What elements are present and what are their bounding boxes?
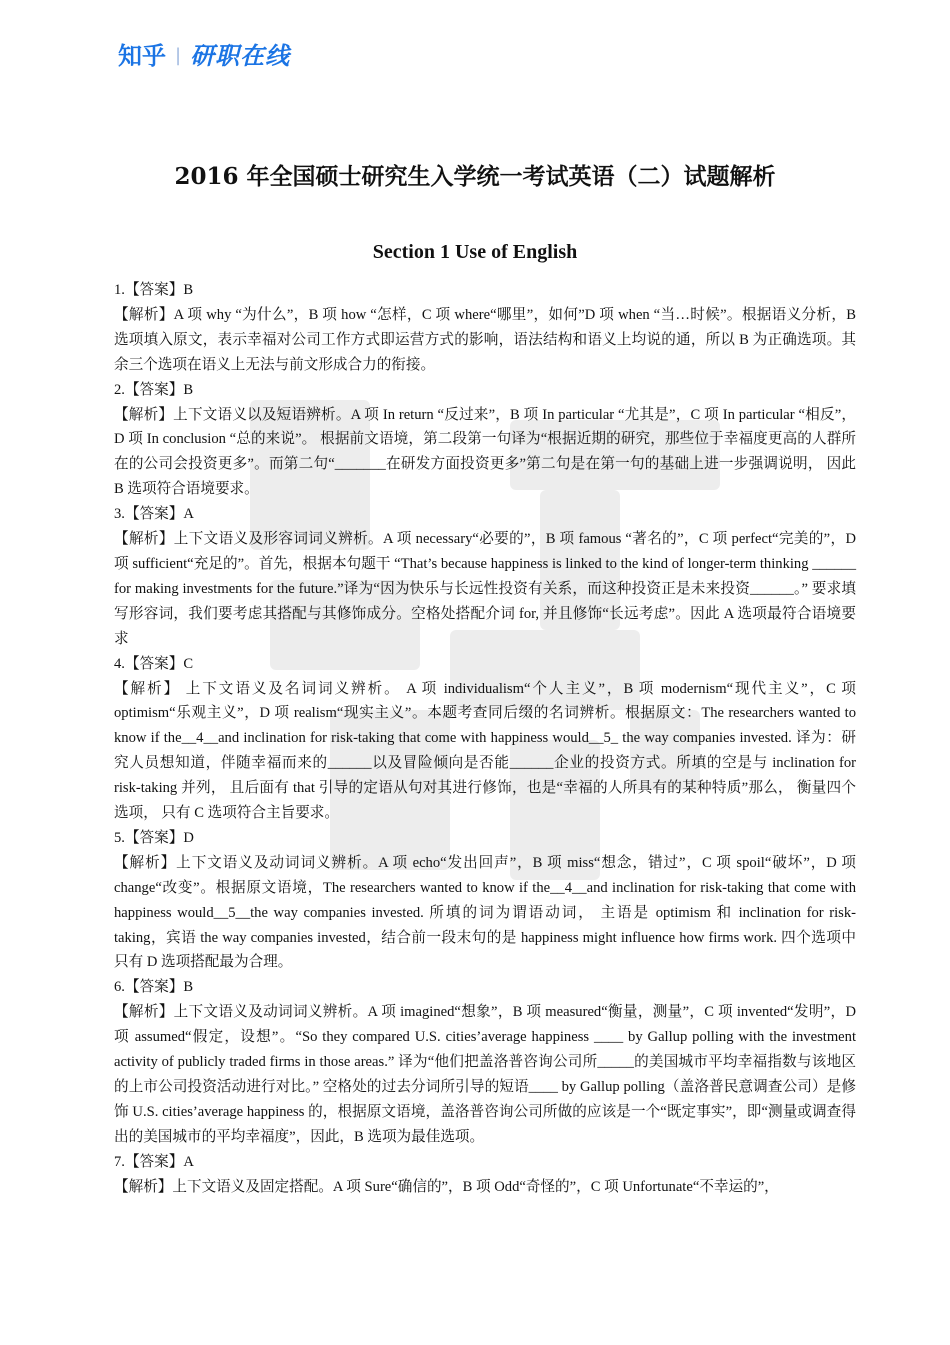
answer-line: 3.【答案】A — [114, 506, 194, 523]
answer-line: 4.【答案】C — [114, 655, 194, 672]
analysis-paragraph: 【解析】A 项 why “为什么”，B 项 how “怎样，C 项 where“哪里”，如何”D 项 when “当…时候”。根据语义分析，B 选项填入原文，表示幸福对公司工作方式即运营方式的影响，语法结构和语义上均说的通，所以 B 为正确选项。其余三个选项在语义上无法与前文形成合力的衔接。 — [114, 306, 856, 373]
analysis-paragraph: 【解析】上下文语义及动词词义辨析。A 项 echo“发出回声”，B 项 miss“想念，错过”，C 项 spoil“破坏”，D 项 change“改变”。根据原文语境，The researchers wanted to know if the__4__and inclination for risk-taking that come with happiness would__5__the way companies invested. 所填的词为谓语动词， 主语是 optimism 和 inclination for risk-taking，宾语 the way companies invested，结合前一段末句的是 happiness might influence how firms work. 四个选项中只有 D 选项搭配最为合理。 — [114, 854, 856, 971]
brand-separator: | — [175, 45, 182, 66]
answer-item — [114, 826, 856, 975]
answer-line: 6.【答案】B — [114, 979, 194, 996]
section-heading: Section 1 Use of English — [372, 241, 578, 263]
analysis-paragraph: 【解析】上下文语义及形容词词义辨析。A 项 necessary“必要的”，B 项 famous “著名的”，C 项 perfect“完美的”，D 项 sufficient“充足的”。首先，根据本句题干 “That’s because happiness is linked to the kind of longer-term thinking ______ for making investments for the future.”译为“因为快乐与长远性投资有关系，而这种投资正是未来投资______。” 要求填写形容词，我们要考虑其搭配与其修饰成分。空格处搭配介词 for, 并且修饰“长远考虑”。因此 A 选项最符合语境要求 — [114, 531, 856, 647]
answer-line: 1.【答案】B — [114, 282, 194, 298]
analysis-paragraph: 【解析】上下文语义及动词词义辨析。A 项 imagined“想象”，B 项 measured“衡量，测量”，C 项 invented“发明”，D 项 assumed“假定，设想”。“So they compared U.S. cities’average happiness ____ by Gallup polling with the investment activity of publicly traded firms in those areas.” 译为“他们把盖洛普咨询公司所_____的美国城市平均幸福指数与该地区的上市公司投资活动进行对比。” 空格处的过去分词所引导的短语____ by Gallup polling（盖洛普民意调查公司）是修饰 U.S. cities’average happiness 的，根据原文语境，盖洛普咨询公司所做的应该是一个“既定事实”，即“测量或调查得出的美国城市的平均幸福度”，因此，B 选项为最佳选项。 — [114, 1004, 856, 1145]
answer-line: 5.【答案】D — [114, 829, 194, 846]
answer-item — [114, 278, 856, 378]
yanzhi-brand: 研职在线 — [190, 42, 291, 70]
analysis-paragraph: 【解析】上下文语义以及短语辨析。A 项 In return “反过来”，B 项 In particular “尤其是”，C 项 In particular “相反”，D 项 In conclusion “总的来说”。 根据前文语境，第二段第一句译为“根据近期的研究，那些位于幸福度更高的人群所在的公司会投资更多”。而第二句“_______在研发方面投资更多”第二句是在第一句的基础上进一步强调说明， 因此 B 选项符合语境要求。 — [114, 406, 856, 498]
site-logo[interactable] — [118, 44, 290, 68]
answer-item — [114, 502, 856, 651]
answer-item — [114, 975, 856, 1149]
answer-line: 2.【答案】B — [114, 381, 194, 398]
answer-list — [114, 278, 856, 1200]
document-title: 2016 年全国硕士研究生入学统一考试英语（二）试题解析 — [174, 163, 776, 190]
answer-item — [114, 652, 856, 826]
answer-item — [114, 378, 856, 503]
zhihu-brand: 知乎 — [118, 42, 166, 70]
answer-line: 7.【答案】A — [114, 1153, 194, 1170]
analysis-paragraph: 【解析】上下文语义及固定搭配。A 项 Sure“确信的”，B 项 Odd“奇怪的”，C 项 Unfortunate“不幸运的”， — [114, 1178, 779, 1195]
answer-item — [114, 1150, 856, 1200]
analysis-paragraph: 【解析】 上下文语义及名词词义辨析。 A 项 individualism“个人主义”，B 项 modernism“现代主义”，C 项 optimism“乐观主义”，D 项 realism“现实主义”。本题考查同后缀的名词辨析。根据原文：The researchers wanted to know if the__4__and inclination for risk-taking that come with happiness would__5_ the way companies invested. 译为：研究人员想知道，伴随幸福而来的______以及冒险倾向是否能______企业的投资方式。所填的空是与 inclination for risk-taking 并列， 且后面有 that 引导的定语从句对其进行修饰，也是“幸福的人所具有的某种特质”那么， 衡量四个选项， 只有 C 选项符合主旨要求。 — [114, 680, 856, 822]
